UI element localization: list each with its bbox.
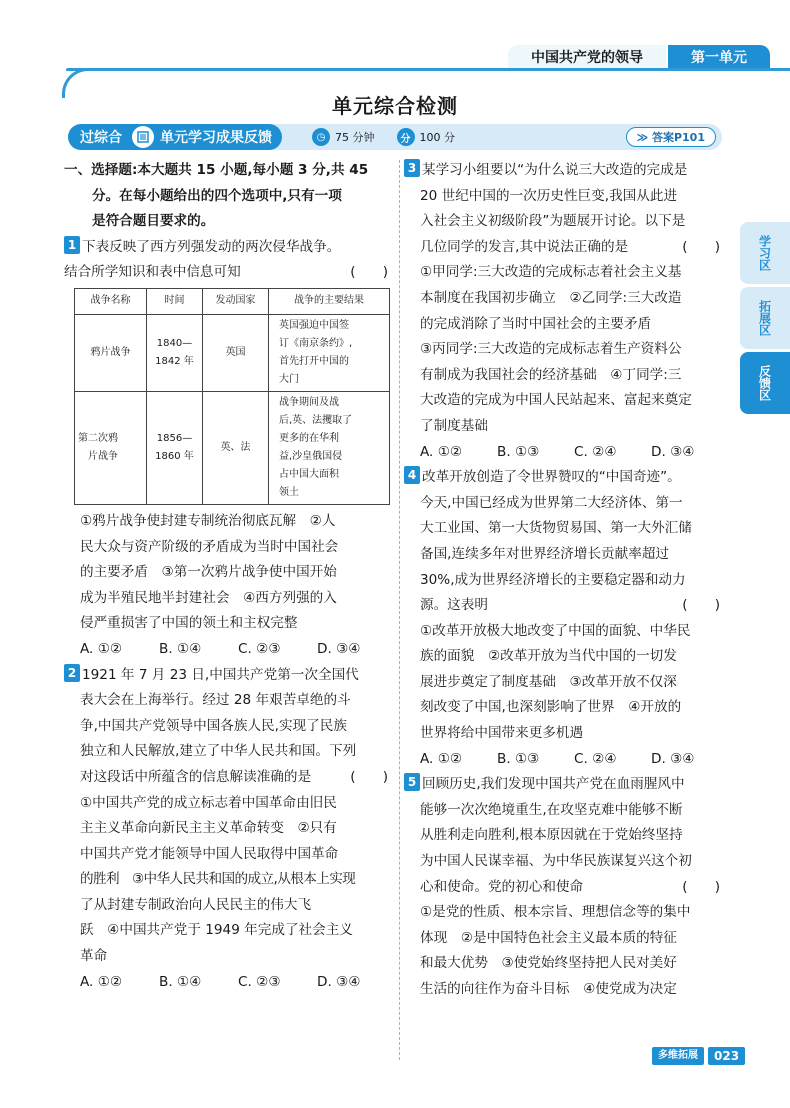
statement-line: 中国共产党才能领导中国人民取得中国革命: [80, 845, 339, 862]
option-b[interactable]: B. ①③: [497, 443, 540, 460]
question-2-stem: 争,中国共产党领导中国各族人民,实现了民族: [80, 717, 347, 734]
answer-link[interactable]: [626, 127, 716, 147]
statement-line: 刻改变了中国,也深刻影响了世界 ④开放的: [420, 699, 682, 716]
time-text: 75 分钟: [335, 131, 375, 144]
war-country-cell: 英国: [203, 314, 269, 391]
option-a[interactable]: A. ①②: [420, 443, 463, 460]
stem-text: 几位同学的发言,其中说法正确的是: [420, 238, 629, 255]
cell-line: 更多的在华利: [279, 432, 339, 444]
statement-line: 主主义革命向新民主主义革命转变 ②只有: [80, 820, 337, 837]
statement-line: 世界将给中国带来更多机遇: [420, 725, 584, 742]
side-tabs: [740, 222, 790, 417]
question-5-stem: [404, 772, 728, 798]
statement-line: ①中国共产党的成立标志着中国革命由旧民: [80, 794, 337, 811]
options-row: [64, 970, 396, 996]
option-c[interactable]: C. ②③: [238, 973, 281, 990]
cell-line: 占中国大面积: [279, 468, 339, 480]
question-3-stem: [404, 158, 728, 184]
banner-label-review: 过综合: [80, 130, 122, 146]
statement-line: 的完成消除了当时中国社会的主要矛盾: [420, 315, 652, 332]
statement-line: 体现 ②是中国特色社会主义最本质的特征: [420, 929, 677, 946]
statement-line: 了从封建专制政治向人民民主的伟大飞: [80, 896, 312, 913]
answer-paren: ( ): [682, 597, 720, 614]
page-footer: [652, 1046, 745, 1066]
page-number: 023: [708, 1047, 745, 1065]
statement-line: ①甲同学:三大改造的完成标志着社会主义基: [420, 264, 682, 281]
statement-line: 了制度基础: [420, 417, 488, 434]
side-tab-feedback[interactable]: 反馈区: [740, 352, 790, 414]
cell-line: 益,沙皇俄国侵: [279, 450, 343, 462]
unit-tab: 第一单元: [668, 45, 770, 69]
statement-line: 成为半殖民地半封建社会 ④西方列强的入: [80, 589, 337, 606]
table-header: 时间: [147, 288, 203, 314]
left-column: [64, 158, 396, 995]
score-info: [397, 128, 456, 146]
options-row: [404, 747, 728, 773]
right-column: [404, 158, 728, 1003]
question-4-stem: 今天,中国已经成为世界第二大经济体、第一: [420, 494, 683, 511]
statement-line: ①鸦片战争使封建专制统治彻底瓦解 ②人: [80, 512, 336, 529]
table-header: 发动国家: [203, 288, 269, 314]
question-4-stem: [404, 593, 728, 619]
stem-text: 对这段话中所蕴含的信息解读准确的是: [80, 768, 312, 785]
score-text: 100 分: [419, 131, 455, 144]
statement-line: 本制度在我国初步确立 ②乙同学:三大改造: [420, 289, 682, 306]
score-icon: 分: [397, 128, 415, 146]
statement-line: ①是党的性质、根本宗旨、理想信念等的集中: [420, 904, 691, 921]
options-row: [64, 637, 396, 663]
section-heading-line: 一、选择题:本大题共 15 小题,每小题 3 分,共 45: [64, 162, 369, 178]
stem-text: 某学习小组要以“为什么说三大改造的完成是: [422, 162, 688, 178]
statement-line: 族的面貌 ②改革开放为当代中国的一切发: [420, 648, 677, 665]
war-time-cell: [147, 314, 203, 391]
cell-line: 后,英、法攫取了: [279, 414, 353, 426]
statement-line: 跃 ④中国共产党于 1949 年完成了社会主义: [80, 922, 353, 939]
banner-label-feedback: 单元学习成果反馈: [160, 130, 272, 146]
cell-line: 1840—: [156, 337, 193, 349]
footer-brand: 多维拓展: [652, 1047, 704, 1065]
stem-text: 源。这表明: [420, 597, 488, 614]
side-tab-expand[interactable]: 拓展区: [740, 287, 790, 349]
question-3-stem: [404, 235, 728, 261]
option-c[interactable]: C. ②④: [574, 750, 617, 767]
question-2-stem: 表大会在上海举行。经过 28 年艰苦卓绝的斗: [80, 692, 351, 709]
war-time-cell: [147, 391, 203, 504]
statement-line: 有制成为我国社会的经济基础 ④丁同学:三: [420, 366, 682, 383]
stem-text: 改革开放创造了令世界赞叹的“中国奇迹”。: [422, 469, 681, 486]
stem-text: 下表反映了西方列强发动的两次侵华战争。: [82, 238, 341, 255]
war-name-cell: [75, 391, 147, 504]
cell-line: 战争期间及战: [279, 396, 339, 408]
chevron-down-icon: ≫: [636, 130, 652, 144]
cell-line: 订《南京条约》,: [279, 337, 353, 349]
question-5-stem: 为中国人民谋幸福、为中华民族谋复兴这个初: [420, 853, 692, 870]
answer-paren: ( ): [682, 238, 720, 255]
book-icon: [132, 126, 154, 148]
clock-icon: ◷: [312, 128, 330, 146]
table-row: [75, 391, 390, 504]
question-5-stem: [404, 875, 728, 901]
option-d[interactable]: D. ③④: [317, 640, 361, 657]
option-c[interactable]: C. ②③: [238, 640, 281, 657]
stem-text: 回顾历史,我们发现中国共产党在血雨腥风中: [422, 776, 685, 793]
question-number-badge: 3: [404, 159, 420, 177]
question-number-badge: 5: [404, 773, 420, 791]
question-3-stem: 20 世纪中国的一次历史性巨变,我国从此进: [420, 187, 678, 204]
section-heading-line: 分。在每小题给出的四个选项中,只有一项: [92, 187, 342, 204]
question-number-badge: 2: [64, 664, 80, 682]
options-row: [404, 440, 728, 466]
cell-line: 英国强迫中国签: [279, 319, 349, 331]
cell-line: 第二次鸦: [78, 432, 118, 444]
question-5-stem: 从胜利走向胜利,根本原因就在于党始终坚持: [420, 827, 683, 844]
cell-line: 领土: [279, 486, 299, 498]
book-title-tab: 中国共产党的领导: [508, 45, 666, 69]
answer-paren: ( ): [350, 768, 388, 785]
cell-line: 1842 年: [155, 355, 194, 367]
section-heading-line: 是符合题目要求的。: [92, 213, 215, 230]
stem-text: 1921 年 7 月 23 日,中国共产党第一次全国代: [82, 666, 359, 683]
banner-meta: [312, 128, 477, 146]
option-b[interactable]: B. ①③: [497, 750, 540, 767]
statement-line: 展进步奠定了制度基础 ③改革开放不仅深: [420, 673, 677, 690]
question-4-stem: 大工业国、第一大货物贸易国、第一大外汇储: [420, 520, 692, 537]
statement-line: 民大众与资产阶级的矛盾成为当时中国社会: [80, 538, 339, 555]
question-3-stem: 入社会主义初级阶段”为题展开讨论。以下是: [420, 213, 686, 230]
option-b[interactable]: B. ①④: [159, 640, 202, 657]
cell-line: 大门: [279, 373, 299, 385]
option-d[interactable]: D. ③④: [317, 973, 361, 990]
header-rule: [66, 68, 790, 71]
option-a[interactable]: A. ①②: [80, 640, 123, 657]
question-4-stem: 备国,连续多年对世界经济增长贡献率超过: [420, 545, 670, 562]
statement-line: 生活的向往作为奋斗目标 ④使党成为决定: [420, 981, 677, 997]
table-header-row: [75, 288, 390, 314]
question-2-stem: [64, 765, 396, 791]
option-d[interactable]: D. ③④: [651, 443, 695, 460]
war-result-cell: [269, 314, 390, 391]
answer-text: 答案P101: [651, 131, 705, 144]
option-a[interactable]: A. ①②: [80, 973, 123, 990]
cell-line: 首先打开中国的: [279, 355, 349, 367]
question-4-stem: [404, 465, 728, 491]
stem-text: 结合所学知识和表中信息可知: [64, 264, 241, 281]
question-4-stem: 30%,成为世界经济增长的主要稳定器和动力: [420, 571, 686, 588]
section-banner: [68, 124, 722, 150]
answer-paren: ( ): [682, 878, 720, 895]
time-info: [312, 128, 375, 146]
statement-line: 和最大优势 ③使党始终坚持把人民对美好: [420, 955, 677, 972]
banner-pill: [68, 124, 282, 150]
cell-line: 1860 年: [155, 450, 194, 462]
side-tab-study[interactable]: 学习区: [740, 222, 790, 284]
war-result-cell: [269, 391, 390, 504]
war-table: [74, 288, 390, 505]
stem-text: 心和使命。党的初心和使命: [420, 878, 584, 895]
cell-line: 片战争: [88, 450, 118, 462]
column-divider: [399, 160, 400, 1060]
question-2-stem: [64, 663, 396, 689]
option-c[interactable]: C. ②④: [574, 443, 617, 460]
question-number-badge: 1: [64, 236, 80, 254]
statement-line: 的胜利 ③中华人民共和国的成立,从根本上实现: [80, 871, 356, 888]
cell-line: 1856—: [156, 432, 193, 444]
page-title: 单元综合检测: [332, 94, 458, 118]
statement-line: ③丙同学:三大改造的完成标志着生产资料公: [420, 341, 682, 358]
option-d[interactable]: D. ③④: [651, 750, 695, 767]
war-country-cell: 英、法: [203, 391, 269, 504]
table-header: 战争的主要结果: [269, 288, 390, 314]
question-1-stem: [64, 235, 396, 261]
statement-line: 的主要矛盾 ③第一次鸦片战争使中国开始: [80, 564, 337, 581]
question-number-badge: 4: [404, 466, 420, 484]
option-b[interactable]: B. ①④: [159, 973, 202, 990]
table-row: [75, 314, 390, 391]
question-2-stem: 独立和人民解放,建立了中华人民共和国。下列: [80, 743, 357, 760]
question-1-stem: [64, 260, 396, 286]
table-header: 战争名称: [75, 288, 147, 314]
statement-line: ①改革开放极大地改变了中国的面貌、中华民: [420, 622, 691, 639]
answer-paren: ( ): [350, 264, 388, 281]
option-a[interactable]: A. ①②: [420, 750, 463, 767]
statement-line: 革命: [80, 948, 108, 965]
war-name-cell: 鸦片战争: [75, 314, 147, 391]
statement-line: 大改造的完成为中国人民站起来、富起来奠定: [420, 392, 692, 409]
statement-line: 侵严重损害了中国的领土和主权完整: [80, 615, 298, 632]
question-5-stem: 能够一次次绝境重生,在攻坚克难中能够不断: [420, 801, 683, 818]
